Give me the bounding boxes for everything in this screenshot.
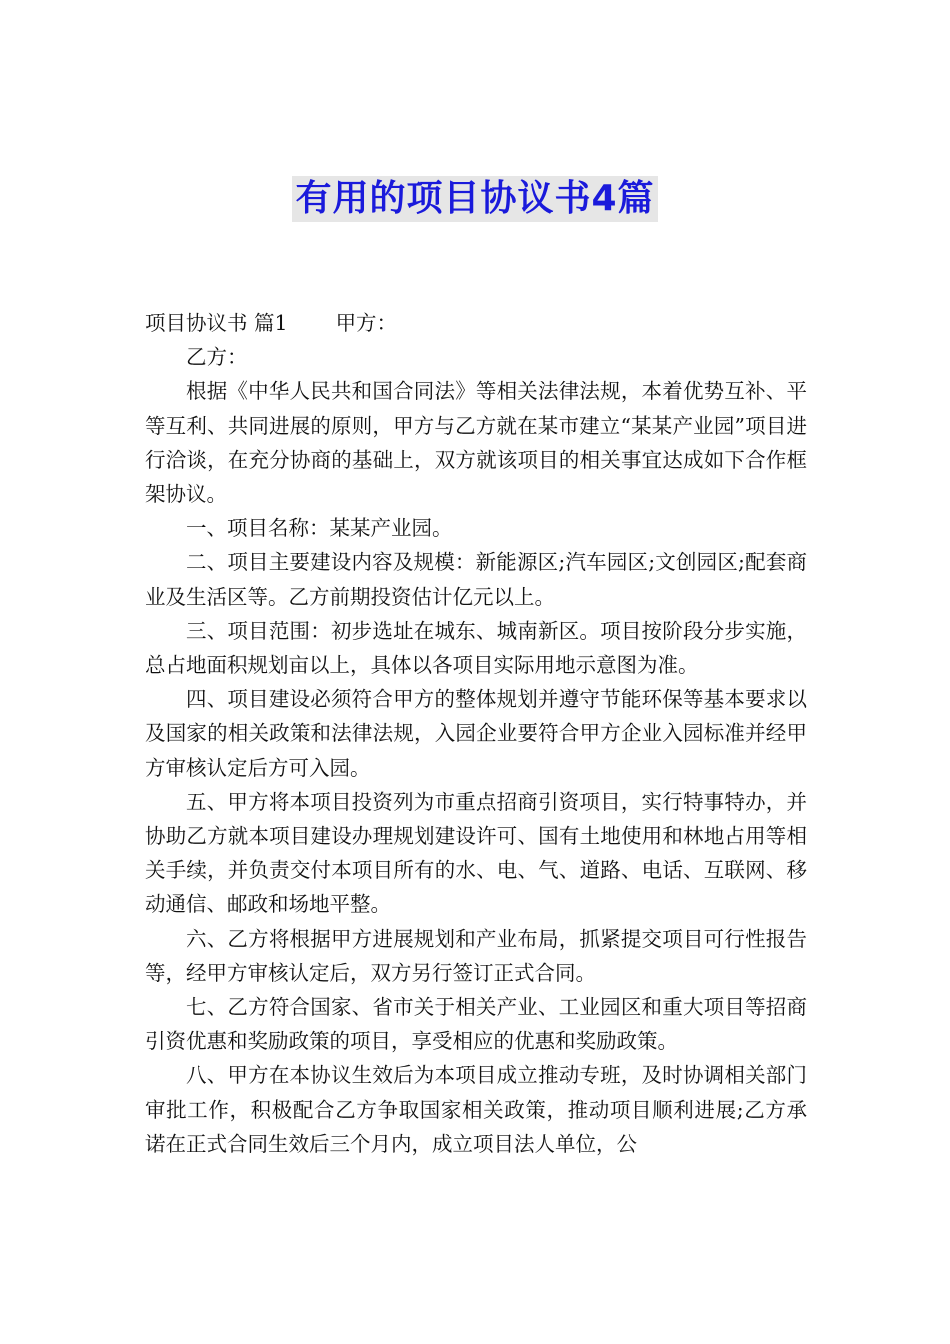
paragraph-clause-1: 一、项目名称：某某产业园。	[186, 516, 453, 541]
heading-line	[145, 306, 807, 340]
document-body	[145, 306, 807, 1161]
party-a-label: 甲方：	[335, 311, 398, 335]
paragraph-clause-2: 二、项目主要建设内容及规模：新能源区;汽车园区;文创园区;配套商业及生活区等。乙方前期投资估计亿元以上。	[145, 550, 807, 609]
paragraph-party-b: 乙方：	[186, 345, 248, 370]
paragraph-clause-5: 五、甲方将本项目投资列为市重点招商引资项目，实行特事特办，并协助乙方就本项目建设办理规划建设许可、国有土地使用和林地占用等相关手续，并负责交付本项目所有的水、电、气、道路、电话、互联网、移动通信、邮政和场地平整。	[145, 789, 807, 917]
paragraph-clause-7: 七、乙方符合国家、省市关于相关产业、工业园区和重大项目等招商引资优惠和奖励政策的项目，享受相应的优惠和奖励政策。	[145, 995, 807, 1054]
paragraph-clause-8: 八、甲方在本协议生效后为本项目成立推动专班，及时协调相关部门审批工作，积极配合乙方争取国家相关政策，推动项目顺利进展;乙方承诺在正式合同生效后三个月内，成立项目法人单位，公	[145, 1063, 807, 1156]
paragraph-preamble: 根据《中华人民共和国合同法》等相关法律法规，本着优势互补、平等互利、共同进展的原则，甲方与乙方就在某市建立“某某产业园”项目进行洽谈，在充分协商的基础上，双方就该项目的相关事宜达成如下合作框架协议。	[145, 379, 807, 507]
paragraph-clause-4: 四、项目建设必须符合甲方的整体规划并遵守节能环保等基本要求以及国家的相关政策和法律法规，入园企业要符合甲方企业入园标准并经甲方审核认定后方可入园。	[145, 687, 807, 780]
document-title: 有用的项目协议书4篇	[292, 176, 657, 222]
title-wrap	[0, 176, 950, 222]
section-heading: 项目协议书 篇1	[145, 311, 288, 335]
paragraph-clause-3: 三、项目范围：初步选址在城东、城南新区。项目按阶段分步实施，总占地面积规划亩以上，具体以各项目实际用地示意图为准。	[145, 618, 807, 678]
paragraph-clause-6: 六、乙方将根据甲方进展规划和产业布局，抓紧提交项目可行性报告等，经甲方审核认定后，双方另行签订正式合同。	[145, 926, 807, 985]
